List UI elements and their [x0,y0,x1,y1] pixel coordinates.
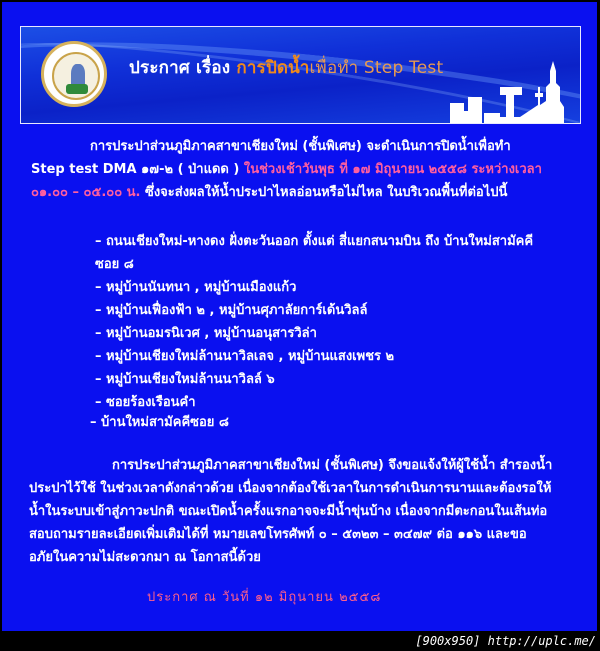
intro-line-3: ๐๑.๐๐ – ๐๕.๐๐ น. ซึ่งจะส่งผลให้น้ำประปาไหลอ่อนหรือไม่ไหล ในบริเวณพื้นที่ต่อไปนี้ [31,185,508,200]
banner-title [129,54,443,81]
watermark: [900x950] http://uplc.me/ [415,634,596,648]
area-item: – หมู่บ้านนันทนา , หมู่บ้านเมืองแก้ว [95,280,297,295]
header-banner [20,26,581,124]
area-item: – ซอยร้องเรือนคำ [95,395,196,410]
area-item: – หมู่บ้านเฟื่องฟ้า ๒ , หมู่บ้านศุภาลัยการ์เด้นวิลล์ [95,303,368,318]
title-suffix: เพื่อทำ Step Test [309,58,444,78]
notice-line-3: น้ำในระบบเข้าสู่ภาวะปกติ ขณะเปิดน้ำครั้งแรกอาจจะมีน้ำขุ่นบ้าง เนื่องจากมีตะกอนในเส้นท่อ [29,504,548,519]
area-item: – บ้านใหม่สามัคคีซอย ๘ [90,415,229,430]
schedule-time: ๐๑.๐๐ – ๐๕.๐๐ น. [31,185,146,200]
pwa-logo-icon [41,41,107,107]
area-item: ซอย ๘ [95,257,134,272]
announcement-date: ประกาศ ณ วันที่ ๑๒ มิถุนายน ๒๕๕๘ [147,590,382,605]
area-item: – หมู่บ้านเชียงใหม่ล้านนาวิลเลจ , หมู่บ้านแสงเพชร ๒ [95,349,395,364]
notice-line-4: สอบถามรายละเอียดเพิ่มเติมได้ที่ หมายเลขโทรศัพท์ ๐ – ๕๓๒๓ – ๓๔๗๙ ต่อ ๑๑๖ และขอ [29,527,527,542]
area-item: – หมู่บ้านเชียงใหม่ล้านนาวิลล์ ๖ [95,372,275,387]
schedule-date: ในช่วงเช้าวันพุธ ที่ ๑๗ มิถุนายน ๒๕๕๘ ระหว่างเวลา [243,162,542,177]
announcement-page [2,2,597,631]
notice-line-2: ประปาไว้ใช้ ในช่วงเวลาดังกล่าวด้วย เนื่องจากต้องใช้เวลาในการดำเนินการนานและต้องรอให้ [29,481,552,496]
city-skyline-icon [450,27,580,123]
area-item: – หมู่บ้านอมรนิเวศ , หมู่บ้านอนุสารวิล่า [95,326,317,341]
notice-line-1: การประปาส่วนภูมิภาคสาขาเชียงใหม่ (ชั้นพิเศษ) จึงขอแจ้งให้ผู้ใช้น้ำ สำรองน้ำ [112,458,553,473]
area-item: – ถนนเชียงใหม่-หางดง ฝั่งตะวันออก ตั้งแต่ สี่แยกสนามบิน ถึง บ้านใหม่สามัคคี [95,234,534,249]
intro-line-2: Step test DMA ๑๗-๒ ( ป่าแดด ) ในช่วงเช้าวันพุธ ที่ ๑๗ มิถุนายน ๒๕๕๘ ระหว่างเวลา [31,162,542,177]
title-highlight: การปิดน้ำ [236,58,310,78]
intro-line-1: การประปาส่วนภูมิภาคสาขาเชียงใหม่ (ชั้นพิเศษ) จะดำเนินการปิดน้ำเพื่อทำ [90,139,511,154]
title-prefix: ประกาศ เรื่อง [129,58,237,78]
notice-line-5: อภัยในความไม่สะดวกมา ณ โอกาสนี้ด้วย [29,550,261,565]
